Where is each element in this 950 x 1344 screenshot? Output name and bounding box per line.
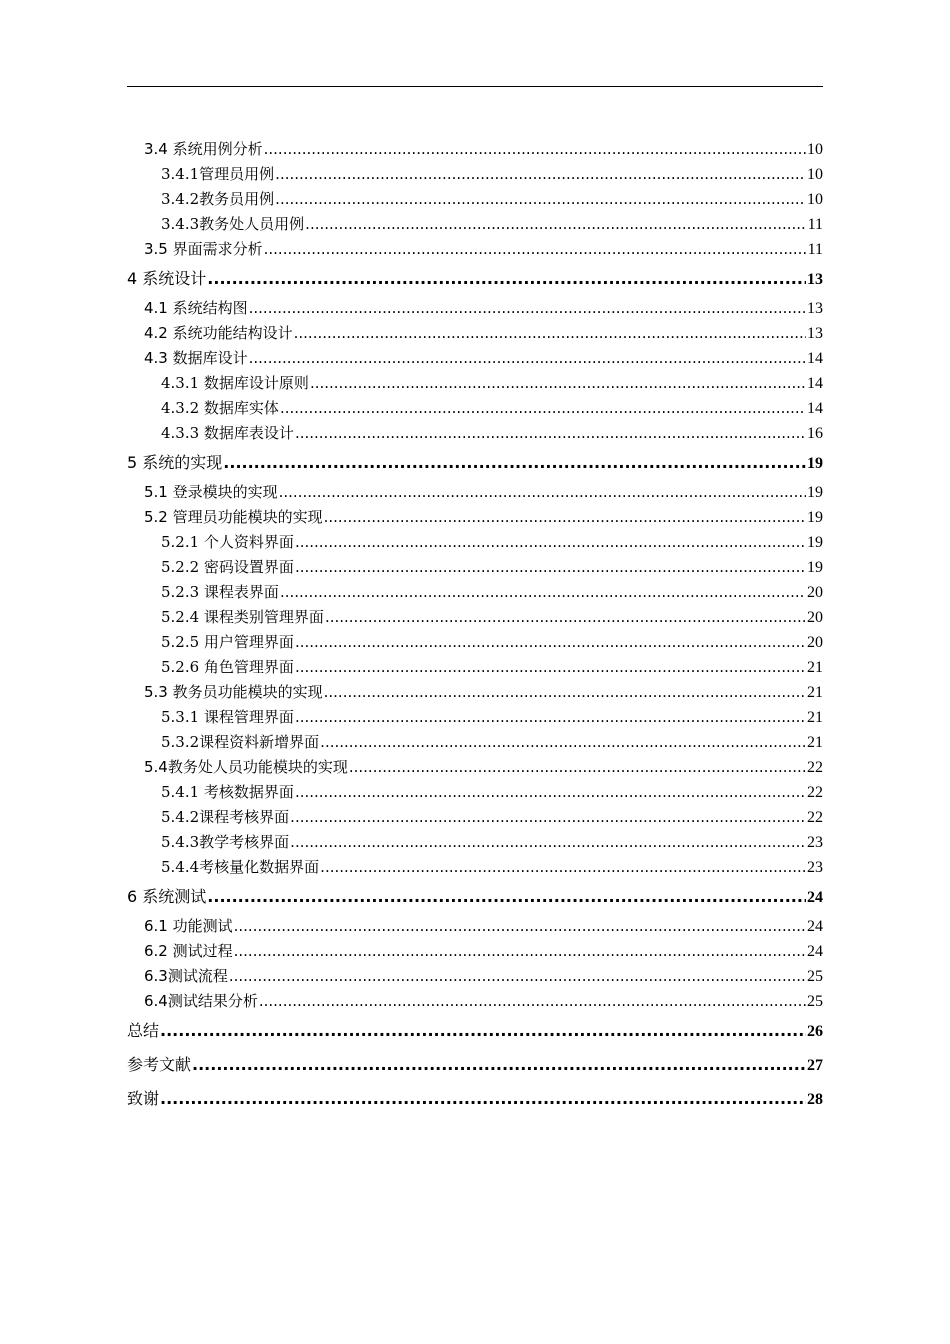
- toc-entry-page: 19: [807, 559, 823, 576]
- toc-entry-page: 14: [807, 400, 823, 417]
- toc-entry-page: 24: [807, 918, 823, 935]
- toc-entry[interactable]: [127, 396, 823, 421]
- toc-entry-title: 4.3.2 数据库实体: [161, 399, 279, 417]
- toc-entry-title: 5.3.2课程资料新增界面: [161, 733, 320, 751]
- toc-entry-page: 22: [807, 784, 823, 801]
- toc-leader-dots: [264, 137, 806, 162]
- toc-entry[interactable]: [127, 964, 823, 989]
- toc-entry-title: 3.4.3教务处人员用例: [161, 215, 305, 233]
- toc-entry[interactable]: [127, 755, 823, 780]
- toc-entry-page: 14: [807, 375, 823, 392]
- toc-entry-page: 19: [807, 484, 823, 501]
- toc-entry-page: 25: [807, 993, 823, 1010]
- toc-entry-title: 4.3.3 数据库表设计: [161, 424, 294, 442]
- toc-entry-page: 23: [807, 834, 823, 851]
- toc-entry-title: 6.3测试流程: [144, 967, 228, 985]
- toc-entry[interactable]: [127, 805, 823, 830]
- toc-entry[interactable]: [127, 212, 823, 237]
- toc-entry-page: 10: [807, 141, 823, 158]
- toc-entry-page: 22: [807, 809, 823, 826]
- toc-entry[interactable]: [127, 630, 823, 655]
- toc-leader-dots: [223, 446, 806, 480]
- toc-leader-dots: [295, 555, 806, 580]
- toc-entry[interactable]: [127, 346, 823, 371]
- toc-leader-dots: [160, 1014, 806, 1048]
- toc-entry[interactable]: [127, 296, 823, 321]
- toc-leader-dots: [324, 505, 806, 530]
- toc-leader-dots: [290, 805, 806, 830]
- toc-entry[interactable]: [127, 939, 823, 964]
- toc-entry[interactable]: [127, 855, 823, 880]
- toc-leader-dots: [207, 262, 806, 296]
- toc-leader-dots: [229, 964, 806, 989]
- toc-entry-title: 4 系统设计: [127, 269, 207, 288]
- header-rule: [127, 86, 823, 87]
- toc-entry-title: 6.4测试结果分析: [144, 992, 258, 1010]
- toc-entry-title: 3.4.1管理员用例: [161, 165, 275, 183]
- toc-entry-page: 24: [807, 889, 823, 906]
- toc-entry-page: 24: [807, 943, 823, 960]
- toc-leader-dots: [305, 212, 806, 237]
- toc-entry-page: 11: [807, 216, 823, 233]
- toc-leader-dots: [207, 880, 806, 914]
- toc-leader-dots: [279, 480, 806, 505]
- toc-entry-title: 6.2 测试过程: [144, 942, 233, 960]
- toc-entry-title: 3.5 界面需求分析: [144, 240, 263, 258]
- toc-entry[interactable]: [127, 1014, 823, 1048]
- toc-leader-dots: [160, 1082, 806, 1116]
- toc-entry-page: 14: [807, 350, 823, 367]
- toc-entry-page: 20: [807, 609, 823, 626]
- toc-entry-page: 20: [807, 584, 823, 601]
- toc-leader-dots: [259, 989, 806, 1014]
- toc-entry-page: 10: [807, 191, 823, 208]
- toc-entry[interactable]: [127, 162, 823, 187]
- toc-entry[interactable]: [127, 605, 823, 630]
- toc-entry-page: 19: [807, 455, 823, 472]
- toc-entry-page: 19: [807, 534, 823, 551]
- toc-entry[interactable]: [127, 187, 823, 212]
- toc-entry-title: 5.4.4考核量化数据界面: [161, 858, 320, 876]
- toc-entry-title: 参考文献: [127, 1055, 192, 1074]
- toc-entry[interactable]: [127, 1048, 823, 1082]
- toc-entry-title: 5.2 管理员功能模块的实现: [144, 508, 323, 526]
- toc-entry-page: 21: [807, 709, 823, 726]
- toc-leader-dots: [295, 630, 806, 655]
- toc-entry[interactable]: [127, 989, 823, 1014]
- toc-entry[interactable]: [127, 780, 823, 805]
- toc-entry-page: 10: [807, 166, 823, 183]
- toc-entry-title: 5.1 登录模块的实现: [144, 483, 278, 501]
- toc-entry-title: 致谢: [127, 1089, 160, 1108]
- toc-entry-title: 5.3 教务员功能模块的实现: [144, 683, 323, 701]
- toc-entry-title: 总结: [127, 1021, 160, 1040]
- toc-entry-title: 5 系统的实现: [127, 453, 223, 472]
- toc-entry[interactable]: [127, 830, 823, 855]
- toc-leader-dots: [234, 914, 806, 939]
- table-of-contents: [127, 137, 823, 1116]
- toc-entry[interactable]: [127, 580, 823, 605]
- toc-leader-dots: [264, 237, 807, 262]
- toc-entry-page: 21: [807, 734, 823, 751]
- toc-entry-page: 27: [807, 1057, 823, 1074]
- toc-leader-dots: [310, 371, 806, 396]
- toc-entry-title: 3.4.2教务员用例: [161, 190, 275, 208]
- toc-leader-dots: [295, 705, 806, 730]
- toc-leader-dots: [192, 1048, 806, 1082]
- toc-leader-dots: [349, 755, 806, 780]
- toc-leader-dots: [280, 396, 806, 421]
- toc-entry[interactable]: [127, 321, 823, 346]
- toc-entry-title: 5.4.1 考核数据界面: [161, 783, 294, 801]
- toc-entry[interactable]: [127, 655, 823, 680]
- toc-entry[interactable]: [127, 371, 823, 396]
- toc-entry-title: 4.3 数据库设计: [144, 349, 248, 367]
- toc-entry-page: 21: [807, 659, 823, 676]
- toc-entry[interactable]: [127, 480, 823, 505]
- toc-entry-title: 5.4教务处人员功能模块的实现: [144, 758, 348, 776]
- toc-entry-page: 11: [807, 241, 823, 258]
- toc-entry[interactable]: [127, 505, 823, 530]
- toc-entry-title: 5.3.1 课程管理界面: [161, 708, 294, 726]
- toc-entry[interactable]: [127, 705, 823, 730]
- toc-leader-dots: [249, 346, 806, 371]
- toc-entry[interactable]: [127, 880, 823, 914]
- toc-entry[interactable]: [127, 530, 823, 555]
- toc-leader-dots: [295, 780, 806, 805]
- toc-leader-dots: [295, 421, 806, 446]
- toc-entry[interactable]: [127, 237, 823, 262]
- toc-entry-title: 5.2.1 个人资料界面: [161, 533, 294, 551]
- toc-entry[interactable]: [127, 1082, 823, 1116]
- toc-leader-dots: [320, 730, 806, 755]
- toc-entry[interactable]: [127, 262, 823, 296]
- toc-entry-title: 5.2.6 角色管理界面: [161, 658, 294, 676]
- toc-entry-page: 13: [807, 325, 823, 342]
- toc-leader-dots: [275, 187, 806, 212]
- toc-leader-dots: [275, 162, 806, 187]
- toc-entry-title: 4.3.1 数据库设计原则: [161, 374, 309, 392]
- toc-entry[interactable]: [127, 555, 823, 580]
- toc-entry-title: 5.2.5 用户管理界面: [161, 633, 294, 651]
- toc-entry-page: 22: [807, 759, 823, 776]
- toc-entry[interactable]: [127, 137, 823, 162]
- toc-leader-dots: [234, 939, 806, 964]
- toc-entry-page: 23: [807, 859, 823, 876]
- toc-leader-dots: [325, 605, 806, 630]
- toc-leader-dots: [320, 855, 806, 880]
- toc-entry[interactable]: [127, 421, 823, 446]
- toc-entry[interactable]: [127, 446, 823, 480]
- toc-entry-page: 13: [807, 300, 823, 317]
- toc-entry-title: 5.2.2 密码设置界面: [161, 558, 294, 576]
- toc-entry-title: 5.4.3教学考核界面: [161, 833, 290, 851]
- toc-leader-dots: [280, 580, 806, 605]
- toc-entry-page: 26: [807, 1023, 823, 1040]
- toc-leader-dots: [324, 680, 806, 705]
- toc-leader-dots: [294, 321, 806, 346]
- toc-leader-dots: [295, 530, 806, 555]
- toc-entry-title: 6.1 功能测试: [144, 917, 233, 935]
- toc-entry-title: 4.1 系统结构图: [144, 299, 248, 317]
- toc-entry-page: 21: [807, 684, 823, 701]
- toc-entry-title: 4.2 系统功能结构设计: [144, 324, 293, 342]
- toc-entry-page: 13: [807, 271, 823, 288]
- toc-entry-title: 5.2.4 课程类别管理界面: [161, 608, 324, 626]
- toc-entry[interactable]: [127, 680, 823, 705]
- toc-entry[interactable]: [127, 730, 823, 755]
- toc-entry-title: 5.4.2课程考核界面: [161, 808, 290, 826]
- toc-entry-title: 5.2.3 课程表界面: [161, 583, 279, 601]
- toc-leader-dots: [290, 830, 806, 855]
- toc-leader-dots: [249, 296, 806, 321]
- toc-entry-page: 16: [807, 425, 823, 442]
- toc-entry-page: 25: [807, 968, 823, 985]
- toc-entry-title: 3.4 系统用例分析: [144, 140, 263, 158]
- toc-entry-title: 6 系统测试: [127, 887, 207, 906]
- toc-entry-page: 28: [807, 1091, 823, 1108]
- toc-leader-dots: [295, 655, 806, 680]
- toc-entry-page: 20: [807, 634, 823, 651]
- toc-entry-page: 19: [807, 509, 823, 526]
- toc-entry[interactable]: [127, 914, 823, 939]
